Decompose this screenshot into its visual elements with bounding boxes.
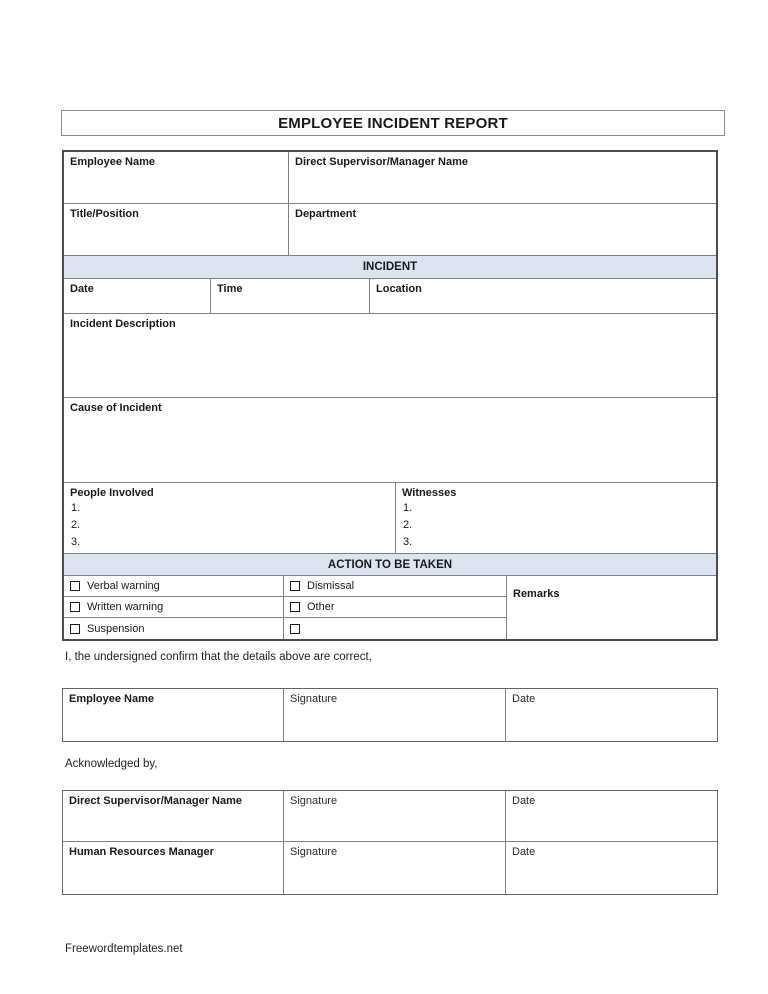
- location-label: Location: [376, 283, 422, 295]
- incident-description-field[interactable]: [64, 314, 716, 397]
- incident-report-table: [62, 150, 718, 641]
- suspension-checkbox[interactable]: [70, 624, 80, 634]
- verbal-warning-option[interactable]: [64, 576, 284, 597]
- footer-site-name: Freewordtemplates.net: [65, 943, 183, 955]
- people-involved-item-2[interactable]: 2.: [71, 519, 81, 531]
- hr-manager-signature-row: [63, 842, 717, 894]
- ack-supervisor-name-label: Direct Supervisor/Manager Name: [69, 795, 243, 807]
- people-involved-label: People Involved: [70, 487, 154, 499]
- department-label: Department: [295, 208, 357, 220]
- date-field[interactable]: [64, 279, 211, 313]
- acknowledgement-signature-table: [62, 790, 718, 895]
- confirm-date-field[interactable]: [506, 689, 717, 741]
- employee-info-row-2: [64, 204, 716, 256]
- ack-hr-date-label: Date: [512, 846, 536, 858]
- date-label: Date: [70, 283, 94, 295]
- confirmation-statement: I, the undersigned confirm that the details above are correct,: [65, 651, 372, 663]
- incident-cause-label: Cause of Incident: [70, 402, 162, 414]
- supervisor-name-label: Direct Supervisor/Manager Name: [295, 156, 469, 168]
- written-warning-option[interactable]: [64, 597, 284, 618]
- incident-section-title: INCIDENT: [362, 261, 418, 273]
- time-label: Time: [217, 283, 243, 295]
- supervisor-signature-row: [63, 791, 717, 842]
- confirm-employee-name-field[interactable]: [63, 689, 284, 741]
- employee-name-field[interactable]: [64, 152, 289, 203]
- witnesses-item-1[interactable]: 1.: [403, 502, 413, 514]
- ack-supervisor-date-field[interactable]: [506, 791, 717, 841]
- people-involved-item-1[interactable]: 1.: [71, 502, 81, 514]
- action-options-grid: [64, 576, 716, 639]
- page-title: EMPLOYEE INCIDENT REPORT: [278, 114, 508, 132]
- dismissal-checkbox[interactable]: [290, 581, 300, 591]
- confirm-date-label: Date: [512, 693, 536, 705]
- department-field[interactable]: [289, 204, 716, 255]
- blank-checkbox[interactable]: [290, 624, 300, 634]
- incident-cause-field[interactable]: [64, 398, 716, 482]
- suspension-option[interactable]: [64, 618, 284, 639]
- other-checkbox[interactable]: [290, 602, 300, 612]
- title-position-field[interactable]: [64, 204, 289, 255]
- incident-description-label: Incident Description: [70, 318, 176, 330]
- action-section-title: ACTION TO BE TAKEN: [327, 558, 453, 571]
- confirm-employee-name-label: Employee Name: [69, 693, 154, 705]
- other-option[interactable]: [284, 597, 507, 618]
- people-involved-item-3[interactable]: 3.: [71, 536, 81, 548]
- other-label: Other: [307, 601, 335, 613]
- ack-supervisor-name-field[interactable]: [63, 791, 284, 841]
- incident-cause-row: [64, 398, 716, 483]
- verbal-warning-label: Verbal warning: [87, 580, 160, 592]
- ack-supervisor-date-label: Date: [512, 795, 536, 807]
- supervisor-name-field[interactable]: [289, 152, 716, 203]
- people-involved-field[interactable]: [64, 483, 396, 553]
- dismissal-option[interactable]: [284, 576, 507, 597]
- ack-hr-manager-name-label: Human Resources Manager: [69, 846, 214, 858]
- employee-signature-row: [63, 689, 717, 741]
- ack-hr-manager-name-field[interactable]: [63, 842, 284, 894]
- document-title-box: [61, 110, 725, 136]
- blank-option[interactable]: [284, 618, 507, 639]
- title-position-label: Title/Position: [70, 208, 139, 220]
- acknowledged-by-text: Acknowledged by,: [65, 758, 158, 770]
- suspension-label: Suspension: [87, 622, 145, 635]
- incident-section-header: [64, 256, 716, 279]
- witnesses-field[interactable]: [396, 483, 716, 553]
- verbal-warning-checkbox[interactable]: [70, 581, 80, 591]
- confirm-signature-label: Signature: [290, 693, 338, 705]
- incident-description-row: [64, 314, 716, 398]
- employee-info-row-1: [64, 152, 716, 204]
- written-warning-label: Written warning: [87, 601, 164, 613]
- confirm-signature-field[interactable]: [284, 689, 506, 741]
- ack-supervisor-signature-label: Signature: [290, 795, 338, 807]
- ack-hr-signature-label: Signature: [290, 846, 338, 858]
- written-warning-checkbox[interactable]: [70, 602, 80, 612]
- witnesses-item-3[interactable]: 3.: [403, 536, 413, 548]
- remarks-label: Remarks: [513, 588, 560, 600]
- people-witnesses-row: [64, 483, 716, 554]
- employee-signature-table: [62, 688, 718, 742]
- ack-supervisor-signature-field[interactable]: [284, 791, 506, 841]
- incident-when-where-row: [64, 279, 716, 314]
- location-field[interactable]: [370, 279, 716, 313]
- time-field[interactable]: [211, 279, 370, 313]
- ack-hr-date-field[interactable]: [506, 842, 717, 894]
- witnesses-label: Witnesses: [402, 487, 457, 499]
- ack-hr-signature-field[interactable]: [284, 842, 506, 894]
- remarks-field[interactable]: [507, 576, 716, 639]
- dismissal-label: Dismissal: [307, 580, 355, 592]
- witnesses-item-2[interactable]: 2.: [403, 519, 413, 531]
- action-section-header: [64, 554, 716, 576]
- employee-name-label: Employee Name: [70, 156, 155, 168]
